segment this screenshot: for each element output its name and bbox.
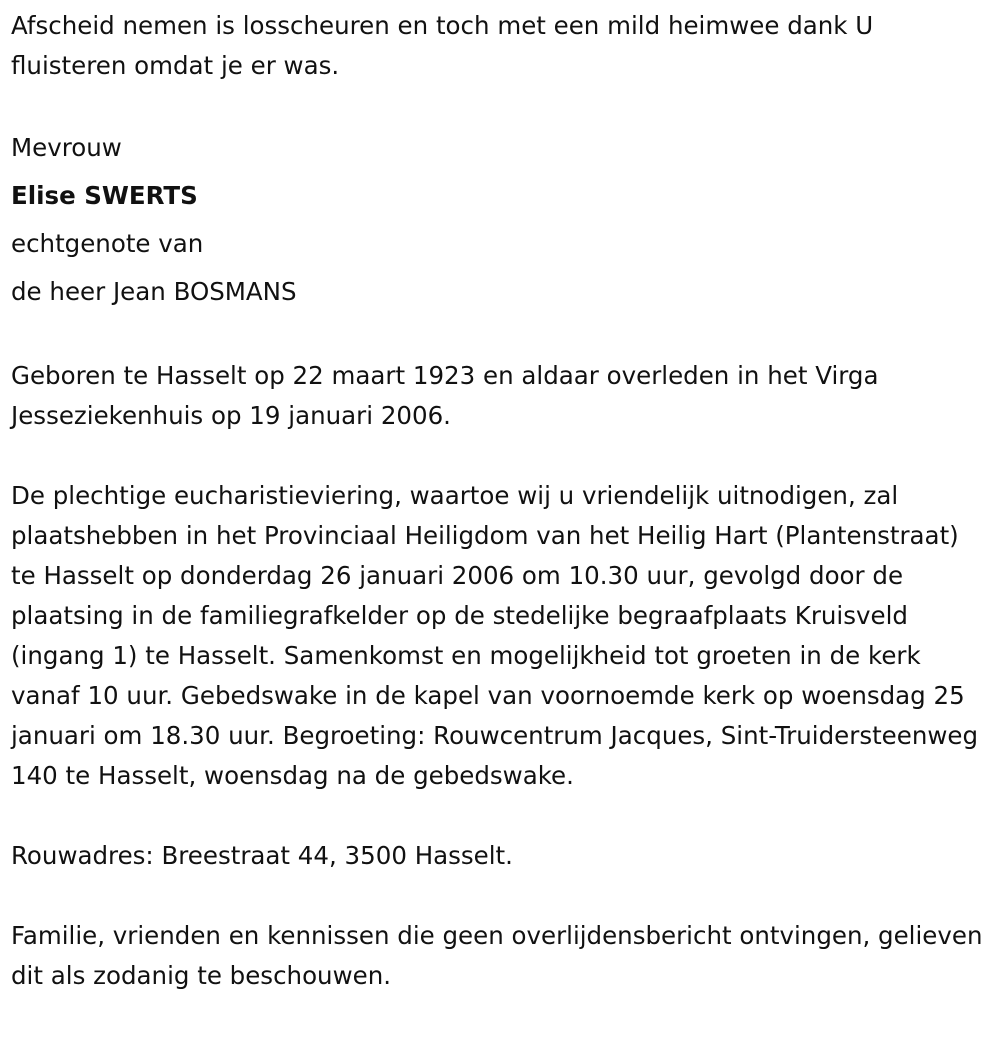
obituary-document — [11, 6, 991, 996]
ceremony-paragraph: De plechtige eucharistieviering, waartoe wij u vriendelijk uitnodigen, zal plaatshebben in het Provinciaal Heiligdom van het Heilig Hart (Plantenstraat) te Hasselt op donderdag 26 januari 2006 om 10.30 uur, gevolgd door de plaatsing in de familiegrafkelder op de stedelijke begraafplaats Kruisveld (ingang 1) te Hasselt. Samenkomst en mogelijkheid tot groeten in de kerk vanaf 10 uur. Gebedswake in de kapel van voornoemde kerk op woensdag 25 januari om 18.30 uur. Begroeting: Rouwcentrum Jacques, Sint-Truidersteenweg 140 te Hasselt, woensdag na de gebedswake. — [11, 481, 986, 790]
closing-note: Familie, vrienden en kennissen die geen overlijdensbericht ontvingen, gelieven dit als zodanig te beschouwen. — [11, 921, 991, 990]
spouse-name: de heer Jean BOSMANS — [11, 277, 297, 306]
mourning-address: Rouwadres: Breestraat 44, 3500 Hasselt. — [11, 841, 513, 870]
intro-quote: Afscheid nemen is losscheuren en toch met een mild heimwee dank U fluisteren omdat je er was. — [11, 11, 881, 80]
birth-death-paragraph: Geboren te Hasselt op 22 maart 1923 en aldaar overleden in het Virga Jesseziekenhuis op 19 januari 2006. — [11, 361, 887, 430]
salutation: Mevrouw — [11, 133, 122, 162]
deceased-name: Elise SWERTS — [11, 181, 198, 210]
relation-label: echtgenote van — [11, 229, 204, 258]
